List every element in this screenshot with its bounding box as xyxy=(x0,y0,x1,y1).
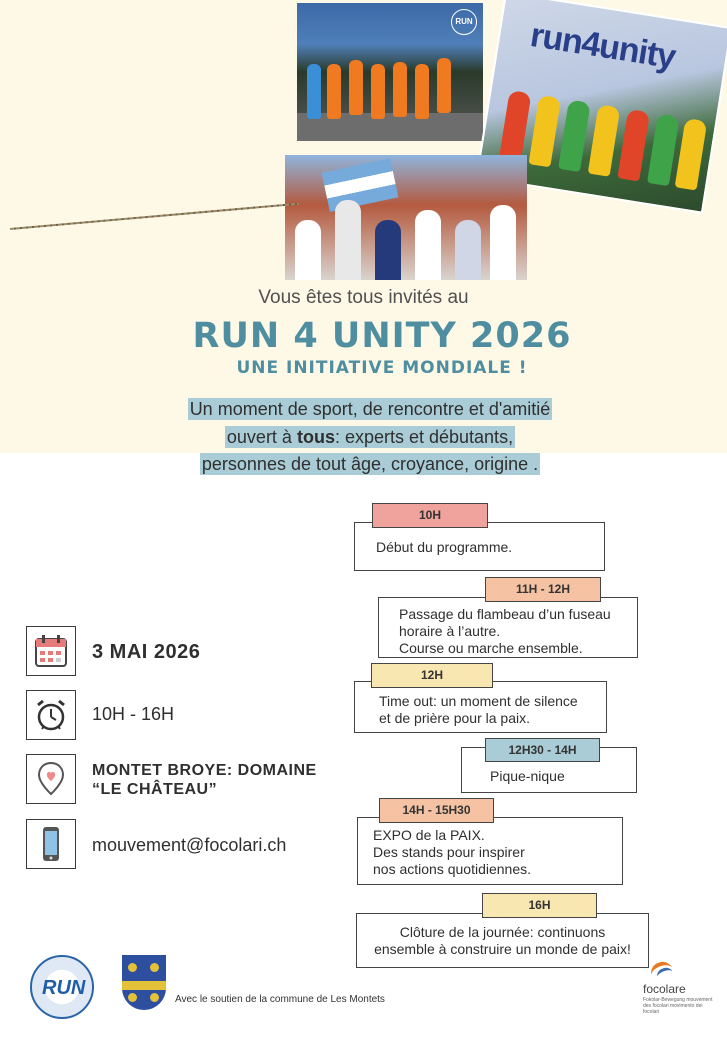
run4unity-logo: RUN xyxy=(30,955,94,1019)
schedule-item-2: Passage du flambeau d’un fuseau horaire à l’autre. Course ou marche ensemble. xyxy=(378,597,638,658)
schedule-item-5: EXPO de la PAIX. Des stands pour inspirer nos actions quotidiennes. xyxy=(357,817,623,885)
commune-crest-icon xyxy=(122,955,166,1010)
description-line-1: Un moment de sport, de rencontre et d'amitié xyxy=(189,399,551,419)
alarm-clock-icon xyxy=(26,690,76,740)
description-line-3: personnes de tout âge, croyance, origine . xyxy=(201,454,539,474)
schedule-time-6: 16H xyxy=(482,893,597,918)
photo-flag-runners xyxy=(285,155,527,280)
page-subtitle: UNE INITIATIVE MONDIALE ! xyxy=(236,358,528,378)
schedule-time-2: 11H - 12H xyxy=(485,577,601,602)
photo-runners-orange xyxy=(297,3,483,141)
banner-text: run4unity xyxy=(527,15,678,77)
schedule-time-4: 12H30 - 14H xyxy=(485,738,600,762)
schedule-item-4: Pique-nique xyxy=(461,747,637,793)
event-location: MONTET BROYE: DOMAINE “LE CHÂTEAU” xyxy=(92,762,317,798)
calendar-icon xyxy=(26,626,76,676)
run-logo-mini: RUN xyxy=(451,9,477,35)
support-text: Avec le soutien de la commune de Les Montets xyxy=(175,994,385,1005)
event-time: 10H - 16H xyxy=(92,704,175,724)
smartphone-icon xyxy=(26,819,76,869)
schedule-item-3: Time out: un moment de silence et de prière pour la paix. xyxy=(354,681,607,733)
schedule-time-1: 10H xyxy=(372,503,488,528)
schedule-item-6: Clôture de la journée: continuons ensemble à construire un monde de paix! xyxy=(356,913,649,968)
location-pin-icon xyxy=(26,754,76,804)
description-line-2: ouvert à tous: experts et débutants, xyxy=(226,427,514,447)
schedule-time-5: 14H - 15H30 xyxy=(379,798,494,823)
schedule-item-1: Début du programme. xyxy=(354,522,605,571)
schedule-time-3: 12H xyxy=(371,663,493,688)
event-date: 3 MAI 2026 xyxy=(92,641,201,663)
contact-email[interactable]: mouvement@focolari.ch xyxy=(92,835,287,855)
invite-text: Vous êtes tous invités au xyxy=(258,287,469,308)
page-title: RUN 4 UNITY 2026 xyxy=(192,316,572,356)
